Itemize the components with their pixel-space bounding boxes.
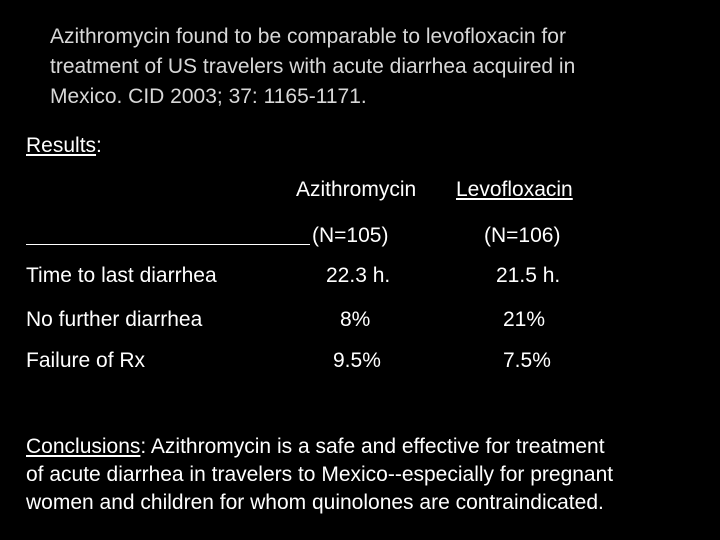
study-citation xyxy=(50,22,710,112)
header-underline xyxy=(26,244,310,245)
citation-line-2: treatment of US travelers with acute diarrhea acquired in xyxy=(50,55,576,78)
cell-levofloxacin-time: 21.5 h. xyxy=(496,264,561,287)
column-header-azithromycin: Azithromycin xyxy=(296,178,417,201)
column-header-levofloxacin: Levofloxacin xyxy=(456,178,573,201)
conclusions-text-1: : Azithromycin is a safe and effective for treatment xyxy=(140,435,605,458)
column-n-levofloxacin: (N=106) xyxy=(484,224,561,247)
citation-line-3: Mexico. CID 2003; 37: 1165-1171. xyxy=(50,85,367,108)
results-heading xyxy=(26,134,102,158)
cell-azithromycin-no-further: 8% xyxy=(340,308,371,331)
conclusions-line-1 xyxy=(26,433,716,461)
cell-azithromycin-failure: 9.5% xyxy=(333,349,381,372)
row-label-failure-of-rx: Failure of Rx xyxy=(26,349,146,372)
results-heading-colon: : xyxy=(96,134,102,157)
citation-line-1: Azithromycin found to be comparable to levofloxacin for xyxy=(50,25,566,48)
conclusions-heading: Conclusions xyxy=(26,435,141,458)
cell-levofloxacin-failure: 7.5% xyxy=(503,349,551,372)
column-n-azithromycin: (N=105) xyxy=(312,224,389,247)
conclusions-line-3: women and children for whom quinolones are contraindicated. xyxy=(26,491,604,514)
results-heading-label: Results xyxy=(26,134,97,157)
conclusions-paragraph xyxy=(26,433,716,517)
row-label-time-to-last-diarrhea: Time to last diarrhea xyxy=(26,264,217,287)
row-label-no-further-diarrhea: No further diarrhea xyxy=(26,308,203,331)
conclusions-line-2: of acute diarrhea in travelers to Mexico--especially for pregnant xyxy=(26,463,614,486)
cell-azithromycin-time: 22.3 h. xyxy=(326,264,391,287)
cell-levofloxacin-no-further: 21% xyxy=(503,308,546,331)
